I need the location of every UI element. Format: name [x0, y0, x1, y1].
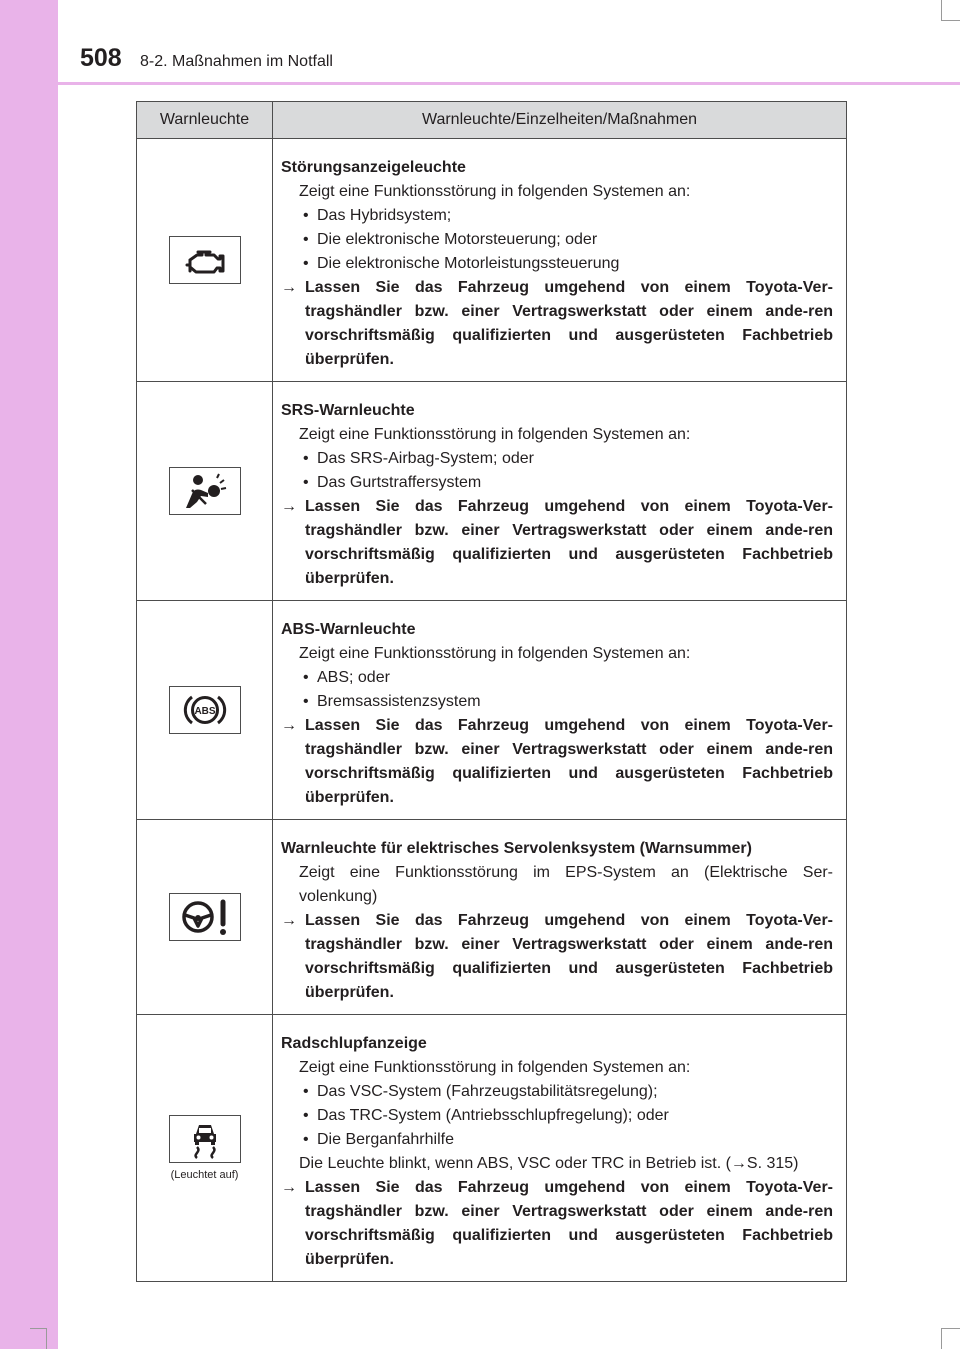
arrow-icon: → [281, 1179, 297, 1196]
action-text: Lassen Sie das Fahrzeug umgehend von einem Toyota-Ver-tragshändler bzw. einer Vertragswerkstatt oder einem ande-ren vorschriftsmäßig qualifizierten und ausgerüsteten Fachbetrieb überprüfen. [305, 1179, 833, 1268]
icon-cell [137, 139, 273, 382]
list-item: • ABS; oder [281, 666, 833, 690]
table-header-row [137, 102, 847, 139]
steering-warning-icon [169, 893, 241, 941]
icon-cell [137, 1015, 273, 1282]
action-instruction [281, 1176, 833, 1272]
light-title: ABS-Warnleuchte [281, 621, 416, 638]
list-item: • Das SRS-Airbag-System; oder [281, 447, 833, 471]
icon-caption: (Leuchtet auf) [170, 1168, 239, 1181]
abs-icon-label: ABS [193, 706, 216, 717]
list-item: • Die elektronische Motorleistungssteuerung [281, 252, 833, 276]
icon-cell [137, 820, 273, 1015]
crop-mark [30, 1328, 47, 1329]
table-row [137, 382, 847, 601]
header-divider [0, 82, 960, 85]
crop-mark [941, 1328, 942, 1349]
srs-airbag-icon [169, 467, 241, 515]
table-row [137, 601, 847, 820]
section-title: 8-2. Maßnahmen im Notfall [140, 53, 333, 70]
action-text: Lassen Sie das Fahrzeug umgehend von einem Toyota-Ver-tragshändler bzw. einer Vertragswerkstatt oder einem ande-ren vorschriftsmäßig qualifizierten und ausgerüsteten Fachbetrieb überprüfen. [305, 717, 833, 806]
warning-light-table [136, 101, 847, 1282]
table-row [137, 1015, 847, 1282]
arrow-icon: → [281, 717, 297, 734]
light-description: Zeigt eine Funktionsstörung im EPS-System an (Elektrische Ser-volenkung) [299, 864, 833, 905]
engine-check-icon [169, 236, 241, 284]
description-cell [273, 601, 847, 820]
side-color-strip [0, 0, 58, 1349]
list-item: • Das Gurtstraffersystem [281, 471, 833, 495]
column-header: Warnleuchte [137, 102, 273, 139]
arrow-icon: → [281, 279, 297, 296]
action-instruction [281, 909, 833, 1005]
description-cell [273, 382, 847, 601]
icon-cell [137, 382, 273, 601]
light-description: Zeigt eine Funktionsstörung in folgenden Systemen an: [299, 1059, 691, 1076]
page-number: 508 [80, 44, 122, 72]
blink-note: Die Leuchte blinkt, wenn ABS, VSC oder TRC in Betrieb ist. (→S. 315) [299, 1155, 799, 1172]
list-item: • Die Berganfahrhilfe [281, 1128, 833, 1152]
light-title: Warnleuchte für elektrisches Servolenksystem (Warnsummer) [281, 840, 752, 857]
action-instruction [281, 276, 833, 372]
slip-indicator-icon [169, 1115, 241, 1163]
crop-mark [941, 0, 942, 20]
abs-icon [169, 686, 241, 734]
list-item: • Das Hybridsystem; [281, 204, 833, 228]
list-item: • Das TRC-System (Antriebsschlupfregelung); oder [281, 1104, 833, 1128]
list-item: • Das VSC-System (Fahrzeugstabilitätsregelung); [281, 1080, 833, 1104]
crop-mark [46, 1328, 47, 1349]
list-item: • Bremsassistenzsystem [281, 690, 833, 714]
description-cell [273, 139, 847, 382]
action-instruction [281, 714, 833, 810]
column-header: Warnleuchte/Einzelheiten/Maßnahmen [273, 102, 847, 139]
action-instruction [281, 495, 833, 591]
light-description: Zeigt eine Funktionsstörung in folgenden Systemen an: [299, 426, 691, 443]
light-title: SRS-Warnleuchte [281, 402, 415, 419]
light-description: Zeigt eine Funktionsstörung in folgenden Systemen an: [299, 183, 691, 200]
arrow-icon: → [281, 912, 297, 929]
light-description: Zeigt eine Funktionsstörung in folgenden Systemen an: [299, 645, 691, 662]
light-title: Radschlupfanzeige [281, 1035, 427, 1052]
icon-cell [137, 601, 273, 820]
description-cell [273, 820, 847, 1015]
action-text: Lassen Sie das Fahrzeug umgehend von einem Toyota-Ver-tragshändler bzw. einer Vertragswerkstatt oder einem ande-ren vorschriftsmäßig qualifizierten und ausgerüsteten Fachbetrieb überprüfen. [305, 912, 833, 1001]
crop-mark [941, 20, 960, 21]
description-cell [273, 1015, 847, 1282]
table-row [137, 820, 847, 1015]
crop-mark [941, 1328, 960, 1329]
table-row [137, 139, 847, 382]
light-title: Störungsanzeigeleuchte [281, 159, 466, 176]
arrow-icon: → [281, 498, 297, 515]
action-text: Lassen Sie das Fahrzeug umgehend von einem Toyota-Ver-tragshändler bzw. einer Vertragswerkstatt oder einem ande-ren vorschriftsmäßig qualifizierten und ausgerüsteten Fachbetrieb überprüfen. [305, 498, 833, 587]
list-item: • Die elektronische Motorsteuerung; oder [281, 228, 833, 252]
action-text: Lassen Sie das Fahrzeug umgehend von einem Toyota-Ver-tragshändler bzw. einer Vertragswerkstatt oder einem ande-ren vorschriftsmäßig qualifizierten und ausgerüsteten Fachbetrieb überprüfen. [305, 279, 833, 368]
